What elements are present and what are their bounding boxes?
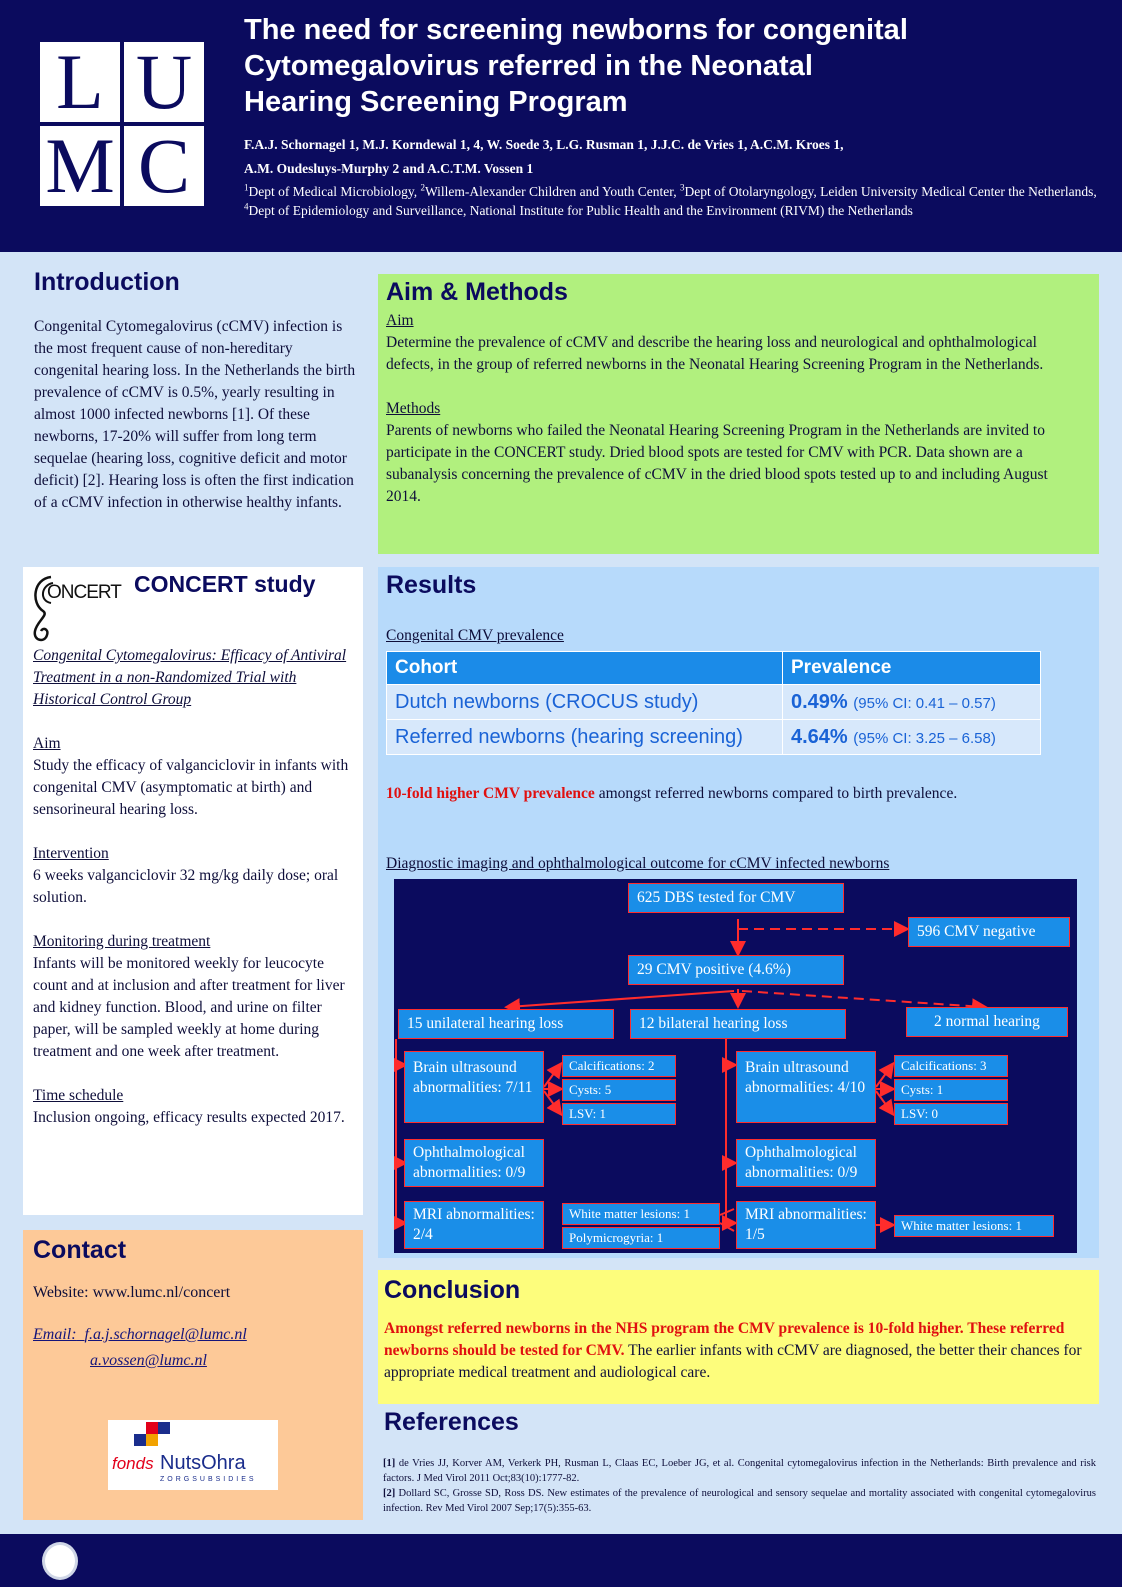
table-row [387, 685, 1041, 720]
methods-text: Parents of newborns who failed the Neonatal Hearing Screening Program in the Netherlands are invited to participate in the CONCERT study. Dried blood spots are tested for CMV with PCR. Data shown are a subanalysis concerning the prevalence of cCMV in the dried blood spots tested up to and including August 2014. [386, 422, 1048, 505]
fold-rest: amongst referred newborns compared to birth prevalence. [598, 785, 958, 802]
logo-letter-u: U [124, 42, 204, 122]
concert-monitoring-heading: Monitoring during treatment [33, 933, 211, 950]
confidence-interval: (95% CI: 3.25 – 6.58) [853, 729, 996, 747]
fonds-nutsohra-logo [108, 1420, 278, 1490]
cohort-cell: Dutch newborns (CROCUS study) [387, 685, 783, 720]
box-b-ophthalmological: Ophthalmological abnormalities: 0/9 [736, 1139, 876, 1187]
cohort-cell: Referred newborns (hearing screening) [387, 720, 783, 755]
box-u-polymicrogyria: Polymicrogyria: 1 [562, 1227, 720, 1249]
box-cmv-negative: 596 CMV negative [908, 917, 1070, 947]
concert-schedule-heading: Time schedule [33, 1087, 124, 1104]
conclusion-panel [378, 1270, 1099, 1404]
footer-bar [0, 1534, 1122, 1587]
email-label: Email: [33, 1326, 77, 1343]
box-b-mri: MRI abnormalities: 1/5 [736, 1201, 876, 1249]
university-seal-icon [42, 1542, 78, 1580]
results-panel [378, 567, 1099, 1258]
reference-number: [2] [383, 1488, 396, 1499]
box-cmv-positive: 29 CMV positive (4.6%) [628, 955, 844, 985]
contact-panel [23, 1230, 363, 1520]
prevalence-subheading: Congenital CMV prevalence [386, 627, 564, 644]
aim-methods-panel [378, 274, 1099, 554]
email-link-1[interactable]: f.a.j.schornagel@lumc.nl [84, 1326, 247, 1343]
lumc-logo [40, 38, 208, 210]
box-u-cysts: Cysts: 5 [562, 1079, 676, 1101]
references-heading: References [384, 1408, 519, 1436]
affiliation-3: Dept of Otolaryngology, Leiden University Medical Center the Netherlands, [684, 184, 1097, 199]
aim-methods-body [386, 310, 1086, 508]
title-line: Cytomegalovirus referred in the Neonatal [244, 50, 813, 82]
nutsohra-word: NutsOhra [160, 1452, 246, 1474]
affiliations: $^1$Dept of Medical Microbiology, $^2$Willem-Alexander Children and Youth Center, $^3$Dept of Otolaryngology, Leiden University Medical Center the Netherlands, $^4$Dept of Epidemiology and Surveillance, National Institute for Public Health and the Environment (RIVM) the Netherlands [244, 182, 1097, 218]
reference-item [383, 1486, 1096, 1516]
box-bilateral: 12 bilateral hearing loss [630, 1009, 846, 1039]
logo-letter-c: C [124, 126, 204, 206]
box-b-brain-ultrasound: Brain ultrasound abnormalities: 4/10 [736, 1051, 876, 1123]
authors-line: A.M. Oudesluys-Murphy 2 and A.C.T.M. Vossen 1 [244, 161, 534, 176]
box-u-calcifications: Calcifications: 2 [562, 1055, 676, 1077]
reference-text: Dollard SC, Grosse SD, Ross DS. New estimates of the prevalence of neurological and sensory sequelae and mortality associated with congenital cytomegalovirus infection. Rev Med Virol 2007 Sep;17(5):355-63. [383, 1488, 1096, 1514]
concert-logo-text: ONCERT [47, 582, 121, 603]
box-u-ophthalmological: Ophthalmological abnormalities: 0/9 [404, 1139, 544, 1187]
introduction-text: Congenital Cytomegalovirus (cCMV) infection is the most frequent cause of non-hereditary congenital hearing loss. In the Netherlands the birth prevalence of cCMV is 0.5%, yearly resulting in almost 1000 infected newborns [1]. Of these newborns, 17-20% will suffer from long term sequelae (hearing loss, cognitive deficit and motor deficit) [2]. Hearing loss is often the first indication of a cCMV infection in otherwise healthy infants. [34, 318, 356, 511]
contact-heading: Contact [33, 1236, 127, 1264]
confidence-interval: (95% CI: 0.41 – 0.57) [853, 694, 996, 712]
box-u-lsv: LSV: 1 [562, 1103, 676, 1125]
poster-title [244, 12, 1104, 120]
prevalence-table [386, 651, 1041, 755]
conclusion-rest: The earlier infants with cCMV are diagnosed, the better their chances for appropriate medical treatment and audiological care. [384, 1342, 1082, 1381]
concert-monitoring-text: Infants will be monitored weekly for leucocyte count and at inclusion and after treatment for liver and kidney function. Blood, and urine on filter paper, will be sampled weekly at home during treatment and one week after treatment. [33, 955, 345, 1060]
box-u-white-matter: White matter lesions: 1 [562, 1203, 720, 1225]
box-b-lsv: LSV: 0 [894, 1103, 1008, 1125]
table-row [387, 720, 1041, 755]
concert-logo [27, 573, 127, 645]
affiliation-2: Willem-Alexander Children and Youth Center, [424, 184, 677, 199]
concert-intervention-heading: Intervention [33, 845, 109, 862]
results-heading: Results [386, 571, 477, 599]
fold-highlight: 10-fold higher CMV prevalence [386, 785, 595, 802]
box-unilateral: 15 unilateral hearing loss [398, 1009, 614, 1039]
flowchart-subheading: Diagnostic imaging and ophthalmological outcome for cCMV infected newborns [386, 855, 890, 872]
header-cohort: Cohort [387, 652, 783, 685]
aim-methods-heading: Aim & Methods [386, 278, 568, 306]
box-b-calcifications: Calcifications: 3 [894, 1055, 1008, 1077]
affiliation-1: Dept of Medical Microbiology, [248, 184, 418, 199]
methods-subheading: Methods [386, 400, 441, 417]
logo-square-blue [134, 1434, 146, 1446]
box-b-cysts: Cysts: 1 [894, 1079, 1008, 1101]
concert-panel [23, 567, 363, 1215]
reference-text: de Vries JJ, Korver AM, Verkerk PH, Rusman L, Claas EC, Loeber JG, et al. Congenital cytomegalovirus infection in the Netherlands: Birth prevalence and risk factors. J Med Virol 2011 Oct;83(10):1777-82. [383, 1458, 1096, 1484]
reference-item [383, 1456, 1096, 1486]
conclusion-highlight: Amongst referred newborns in the NHS program the CMV prevalence is 10-fold higher. These referred newborns should be tested for CMV. [384, 1320, 1065, 1359]
email-link-2[interactable]: a.vossen@lumc.nl [90, 1352, 207, 1369]
concert-heading: CONCERT study [134, 571, 316, 597]
prevalence-cell [783, 685, 1041, 720]
concert-acronym: Congenital Cytomegalovirus: Efficacy of Antiviral Treatment in a non-Randomized Trial with Historical Control Group [33, 647, 347, 708]
title-line: Hearing Screening Program [244, 86, 628, 118]
table-header-row [387, 652, 1041, 685]
reference-number: [1] [383, 1458, 396, 1469]
header-banner [0, 0, 1122, 252]
box-b-white-matter: White matter lesions: 1 [894, 1215, 1054, 1237]
concert-intervention-text: 6 weeks valganciclovir 32 mg/kg daily dose; oral solution. [33, 867, 339, 906]
outcome-flowchart [394, 879, 1077, 1253]
concert-schedule-text: Inclusion ongoing, efficacy results expected 2017. [33, 1109, 345, 1126]
prevalence-cell [783, 720, 1041, 755]
contact-emails [33, 1322, 247, 1374]
conclusion-heading: Conclusion [384, 1276, 521, 1304]
logo-letter-l: L [40, 42, 120, 122]
logo-square-red [146, 1422, 158, 1434]
box-u-brain-ultrasound: Brain ultrasound abnormalities: 7/11 [404, 1051, 544, 1123]
logo-letter-m: M [40, 126, 120, 206]
header-prevalence: Prevalence [783, 652, 1041, 685]
concert-body [33, 645, 353, 1129]
fold-statement [386, 785, 1091, 803]
box-u-mri: MRI abnormalities: 2/4 [404, 1201, 544, 1249]
references-list [383, 1456, 1096, 1516]
logo-square-blue [158, 1422, 170, 1434]
contact-website[interactable]: Website: www.lumc.nl/concert [33, 1284, 231, 1301]
introduction-heading: Introduction [34, 268, 180, 296]
logo-square-yellow [146, 1434, 158, 1446]
fonds-word: fonds [112, 1454, 154, 1473]
author-list [244, 133, 1104, 181]
aim-subheading: Aim [386, 312, 414, 329]
aim-text: Determine the prevalence of cCMV and describe the hearing loss and neurological and ophthalmological defects, in the group of referred newborns in the Neonatal Hearing Screening Program in the Netherlands. [386, 334, 1044, 373]
authors-line: F.A.J. Schornagel 1, M.J. Korndewal 1, 4, W. Soede 3, L.G. Rusman 1, J.J.C. de Vries 1, A.C.M. Kroes 1, [244, 137, 844, 152]
affiliation-4: Dept of Epidemiology and Surveillance, National Institute for Public Health and the Environment (RIVM) the Netherlands [248, 203, 913, 218]
zorgsubsidies-word: ZORGSUBSIDIES [160, 1476, 257, 1483]
conclusion-body [384, 1318, 1089, 1384]
prevalence-value: 4.64% [791, 725, 848, 748]
concert-aim-text: Study the efficacy of valganciclovir in infants with congenital CMV (asymptomatic at birth) and sensorineural hearing loss. [33, 757, 349, 818]
box-normal-hearing: 2 normal hearing [906, 1007, 1068, 1037]
prevalence-value: 0.49% [791, 690, 848, 713]
concert-aim-heading: Aim [33, 735, 61, 752]
box-dbs-tested: 625 DBS tested for CMV [628, 883, 844, 913]
title-line: The need for screening newborns for congenital [244, 14, 908, 46]
